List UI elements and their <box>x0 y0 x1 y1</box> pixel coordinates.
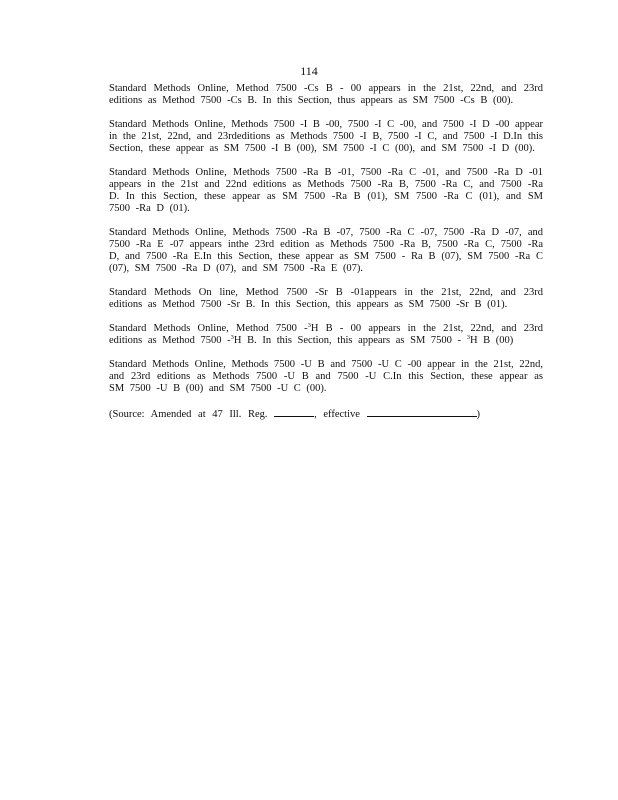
paragraph-cs <box>109 83 543 107</box>
paragraph-text: Standard Methods Online, Method 7500 -Cs B - 00 appears in the 21st, 22nd, and 23rd editions as Method 7500 -Cs B. In this Section, thus appears as SM 7500 -Cs B (00). <box>109 83 543 106</box>
paragraph-text: H B. In this Section, this appears as SM 7500 - <box>233 335 467 346</box>
paragraph-tritium <box>109 323 543 347</box>
superscript: 3 <box>230 334 234 341</box>
superscript: 3 <box>307 322 311 329</box>
paragraph-iodine <box>109 119 543 155</box>
source-separator: , <box>314 409 317 420</box>
paragraph-text: Standard Methods Online, Methods 7500 -I B -00, 7500 -I C -00, and 7500 -I D -00 appear in the 21st, 22nd, and 23rdeditions as Methods 7500 -I B, 7500 -I C, and 7500 -I D.In this Section, these appear as SM 7500 -I B (00), SM 7500 -I C (00), and SM 7500 -I D (00). <box>109 119 543 154</box>
paragraph-uranium <box>109 359 543 395</box>
effective-date-blank <box>367 407 477 417</box>
paragraph-text: H B (00) <box>469 335 514 346</box>
paragraph-text: Standard Methods Online, Methods 7500 -Ra B -01, 7500 -Ra C -01, and 7500 -Ra D -01 appears in the 21st and 22nd editions as Methods 7500 -Ra B, 7500 -Ra C, and 7500 -Ra D. In this Section, these appear as SM 7500 -Ra B (01), SM 7500 -Ra C (01), and SM 7500 -Ra D (01). <box>109 167 543 214</box>
paragraph-text: Standard Methods On line, Method 7500 -Sr B -01appears in the 21st, 22nd, and 23rd editions as Method 7500 -Sr B. In this Section, this appears as SM 7500 -Sr B (01). <box>109 287 543 310</box>
paragraph-text: Standard Methods Online, Methods 7500 -U B and 7500 -U C -00 appear in the 21st, 22nd, and 23rd editions as Methods 7500 -U B and 7500 -U C.In this Section, these appear as SM 7500 -U B (00) and SM 7500 -U C (00). <box>109 359 543 394</box>
paragraph-text: H B - 00 appears in the 21st, 22nd, and 23rd editions as Method 7500 - <box>109 323 543 346</box>
page-number: 114 <box>300 64 318 78</box>
source-prefix: (Source: Amended at 47 Ill. Reg. <box>109 409 268 420</box>
source-note <box>109 407 543 421</box>
paragraph-text: Standard Methods Online, Methods 7500 -Ra B -07, 7500 -Ra C -07, 7500 -Ra D -07, and 7500 -Ra E -07 appears inthe 23rd edition as Methods 7500 -Ra B, 7500 -Ra C, 7500 -Ra D, and 7500 -Ra E.In this Section, these appear as SM 7500 - Ra B (07), SM 7500 -Ra C (07), SM 7500 -Ra D (07), and SM 7500 -Ra E (07). <box>109 227 543 274</box>
register-page-blank <box>274 407 314 417</box>
source-effective: effective <box>323 409 360 420</box>
paragraph-radium-01 <box>109 167 543 215</box>
paragraph-strontium <box>109 287 543 311</box>
source-suffix: ) <box>476 409 481 420</box>
document-body <box>109 83 543 421</box>
paragraph-text: Standard Methods Online, Method 7500 - <box>109 323 308 334</box>
paragraph-radium-07 <box>109 227 543 275</box>
superscript: 3 <box>466 334 470 341</box>
